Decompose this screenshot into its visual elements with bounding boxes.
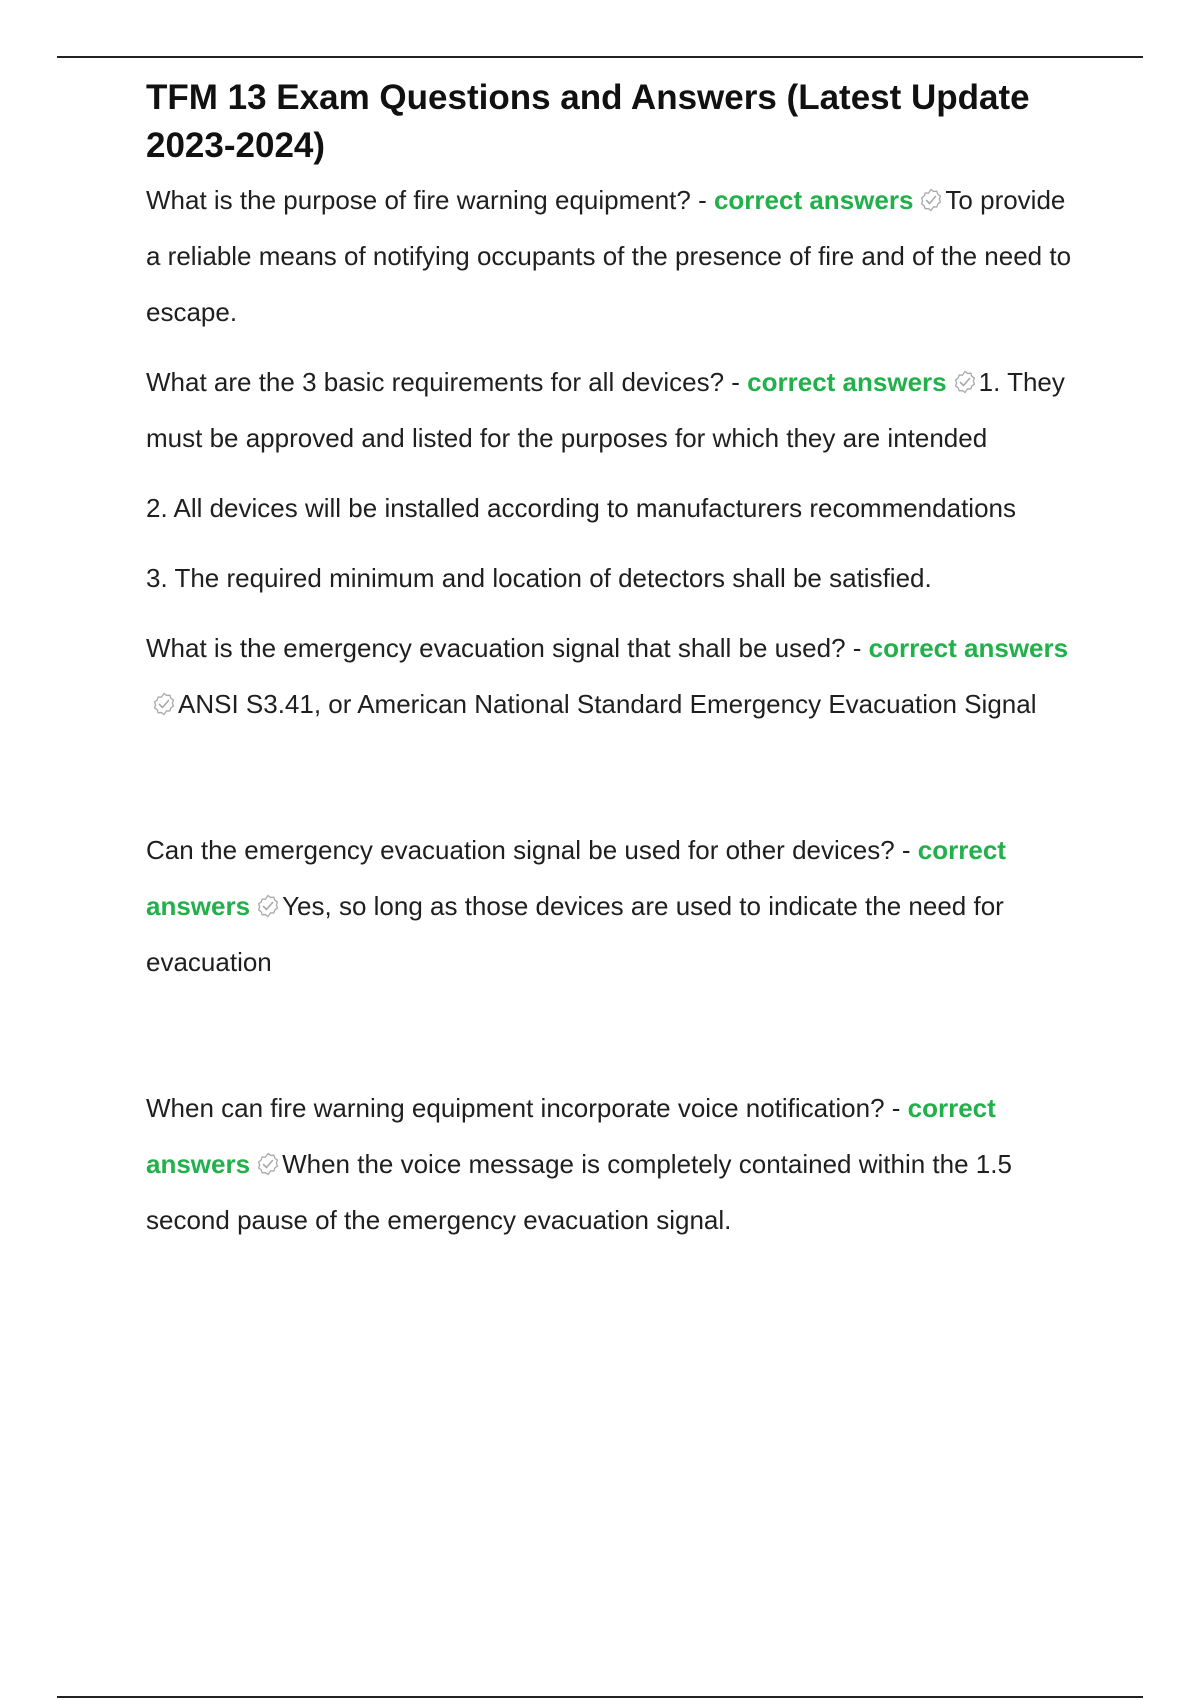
correct-answers-label: correct answers xyxy=(868,633,1069,663)
correct-answers-label: correct answers xyxy=(747,367,947,397)
question-text: When can fire warning equipment incorporate voice notification? - xyxy=(146,1093,908,1123)
check-badge-icon xyxy=(152,692,176,716)
question-text: Can the emergency evacuation signal be used for other devices? - xyxy=(146,835,918,865)
document-body xyxy=(146,74,1086,1248)
answer-continuation: 3. The required minimum and location of detectors shall be satisfied. xyxy=(146,563,932,593)
qa-item xyxy=(146,822,1086,990)
bottom-rule xyxy=(57,1696,1143,1698)
correct-answers-label: correct answers xyxy=(713,185,914,215)
answer-continuation: 2. All devices will be installed according to manufacturers recommendations xyxy=(146,493,1016,523)
question-text: What are the 3 basic requirements for all devices? - xyxy=(146,367,748,397)
answer-text: Yes, so long as those devices are used to indicate the need for evacuation xyxy=(146,891,1004,977)
question-text: What is the emergency evacuation signal that shall be used? - xyxy=(146,633,869,663)
check-badge-icon xyxy=(256,1152,280,1176)
correct-answers-label: correct answers xyxy=(146,835,1006,921)
correct-answers-label: correct answers xyxy=(146,1093,996,1179)
question-text: What is the purpose of fire warning equipment? - xyxy=(146,185,714,215)
top-rule xyxy=(57,56,1143,58)
qa-item xyxy=(146,354,1086,466)
check-badge-icon xyxy=(919,188,943,212)
qa-item xyxy=(146,1080,1086,1248)
answer-text: 1. They must be approved and listed for the purposes for which they are intended xyxy=(146,367,1065,453)
qa-item xyxy=(146,172,1086,340)
answer-text: When the voice message is completely contained within the 1.5 second pause of the emergency evacuation signal. xyxy=(146,1149,1012,1235)
answer-text: ANSI S3.41, or American National Standard Emergency Evacuation Signal xyxy=(178,689,1037,719)
document-title: TFM 13 Exam Questions and Answers (Latest Update 2023-2024) xyxy=(146,78,1030,165)
answer-text: To provide a reliable means of notifying occupants of the presence of fire and of the need to escape. xyxy=(146,185,1072,327)
check-badge-icon xyxy=(256,894,280,918)
check-badge-icon xyxy=(953,370,977,394)
qa-item xyxy=(146,620,1086,732)
